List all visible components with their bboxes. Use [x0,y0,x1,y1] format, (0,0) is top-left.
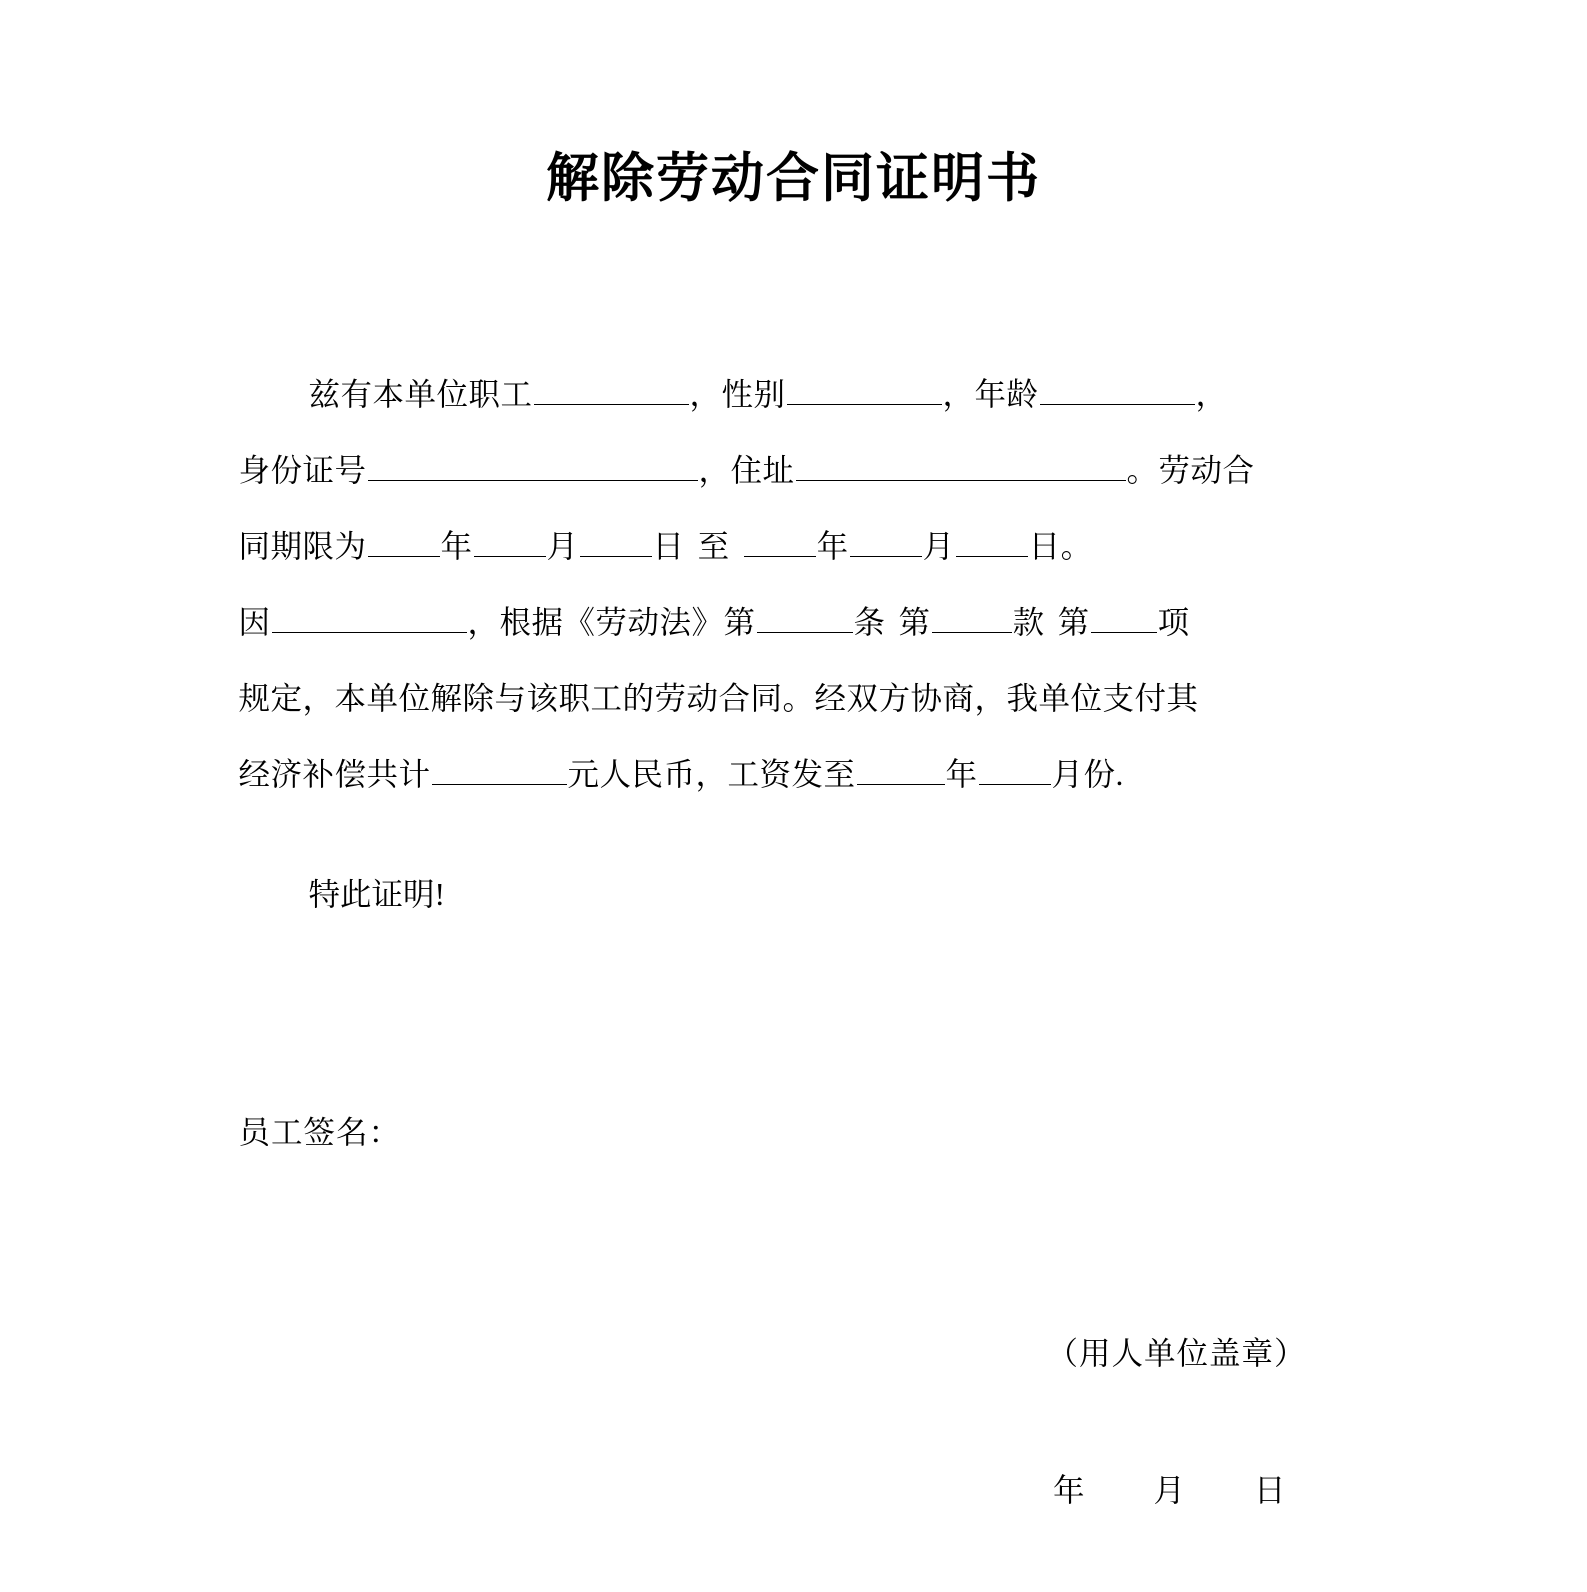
text-day-1: 日 [652,528,685,564]
paragraph-line-5 [239,661,1349,737]
paragraph-line-3 [239,509,1349,585]
page-title: 解除劳动合同证明书 [546,150,1041,208]
blank-end-month[interactable] [850,525,922,557]
blank-salary-month[interactable] [979,753,1051,785]
blank-start-day[interactable] [580,525,652,557]
text-comma-1: ， [1195,376,1228,412]
employee-signature-label[interactable]: 员工签名： [238,1114,402,1150]
paragraph-line-4 [239,585,1349,661]
blank-gender[interactable] [787,373,942,405]
text-year-2: 年 [816,528,849,564]
text-id-label: 身份证号 [238,452,367,488]
date-line [239,1374,1349,1511]
text-contract-term-label: 同期限为 [238,528,367,564]
blank-start-year[interactable] [368,525,440,557]
blank-clause[interactable] [932,601,1012,633]
blank-age[interactable] [1040,373,1195,405]
text-compensation-label: 经济补偿共计 [238,756,431,792]
text-clause-label: 第 [898,604,931,640]
text-clause-unit: 款 [1012,604,1045,640]
blank-item[interactable] [1091,601,1157,633]
text-salary-year-unit: 年 [945,756,978,792]
blank-reason[interactable] [272,601,467,633]
blank-end-day[interactable] [956,525,1028,557]
text-month-1: 月 [546,528,579,564]
employer-seal-label: （用人单位盖章） [1046,1335,1307,1371]
date-year-label: 年 [1052,1472,1086,1508]
date-day-label: 日 [1253,1472,1287,1508]
text-salary-month-unit: 月份. [1051,756,1124,792]
blank-id-number[interactable] [368,449,698,481]
paragraph-line-6 [239,737,1349,813]
blank-salary-year[interactable] [857,753,945,785]
text-age-label: ，年龄 [942,376,1039,412]
blank-end-year[interactable] [744,525,816,557]
text-to: 至 [697,528,730,564]
text-contract-start: 。劳动合 [1126,452,1255,488]
document-body [239,212,1349,1511]
text-item-label: 第 [1057,604,1090,640]
text-employee-label: 兹有本单位职工 [308,376,533,412]
text-item-unit: 项 [1157,604,1190,640]
text-article-unit: 条 [853,604,886,640]
blank-employee-name[interactable] [534,373,689,405]
special-note: 特此证明! [308,876,445,912]
text-month-2: 月 [922,528,955,564]
blank-start-month[interactable] [474,525,546,557]
text-termination-statement: 规定，本单位解除与该职工的劳动合同。经双方协商，我单位支付其 [238,680,1199,716]
paragraph-line-2 [239,433,1349,509]
text-address-label: ，住址 [698,452,795,488]
text-reason-label: 因 [238,604,271,640]
date-month-label: 月 [1153,1472,1186,1508]
text-day-2: 日。 [1028,528,1093,564]
paragraph-line-1 [239,357,1349,433]
blank-compensation-amount[interactable] [432,753,567,785]
text-gender-label: ，性别 [689,376,786,412]
text-year-1: 年 [440,528,473,564]
blank-address[interactable] [796,449,1126,481]
text-law-reference: ，根据《劳动法》第 [467,604,756,640]
text-salary-paid-label: 元人民币，工资发至 [567,756,856,792]
blank-article[interactable] [757,601,853,633]
